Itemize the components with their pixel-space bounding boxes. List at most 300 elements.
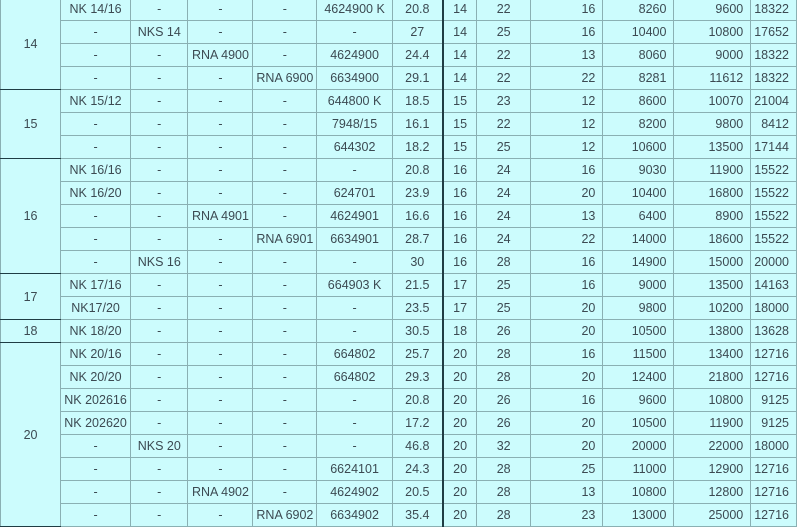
stat-load-cell: 10200 xyxy=(674,297,751,320)
rna-6-cell: - xyxy=(253,136,317,159)
rna-cell: - xyxy=(188,159,253,182)
fw-cell: 17 xyxy=(443,297,477,320)
weight-cell: 16.6 xyxy=(392,205,443,228)
dyn-load-cell: 13000 xyxy=(603,504,674,527)
rna-6-cell: - xyxy=(253,205,317,228)
stat-load-cell: 18600 xyxy=(674,228,751,251)
inner-ring-cell: 644800 K xyxy=(317,90,392,113)
table-row xyxy=(1,90,797,113)
bw-cell: 16 xyxy=(530,343,602,366)
nks-cell: - xyxy=(131,297,188,320)
bw-cell: 12 xyxy=(530,90,602,113)
nks-cell: - xyxy=(131,90,188,113)
inner-ring-cell: - xyxy=(317,297,392,320)
inner-ring-cell: 664802 xyxy=(317,366,392,389)
rna-cell: - xyxy=(188,435,253,458)
fw-cell: 20 xyxy=(443,412,477,435)
table-body xyxy=(1,0,797,527)
table-row xyxy=(1,67,797,90)
nk-cell: NK 20/16 xyxy=(61,343,131,366)
fw-cell: 20 xyxy=(443,435,477,458)
dyn-load-cell: 10500 xyxy=(603,412,674,435)
nk-cell: NK 20/20 xyxy=(61,366,131,389)
rna-6-cell: - xyxy=(253,21,317,44)
inner-ring-cell: 6624101 xyxy=(317,458,392,481)
speed-cell: 20000 xyxy=(751,251,797,274)
rna-cell: - xyxy=(188,136,253,159)
nks-cell: - xyxy=(131,205,188,228)
table-row xyxy=(1,182,797,205)
stat-load-cell: 13500 xyxy=(674,136,751,159)
fw-cell: 14 xyxy=(443,67,477,90)
bw-cell: 13 xyxy=(530,44,602,67)
nks-cell: - xyxy=(131,182,188,205)
ew-cell: 28 xyxy=(477,366,531,389)
bw-cell: 20 xyxy=(530,297,602,320)
table-row xyxy=(1,0,797,21)
stat-load-cell: 21800 xyxy=(674,366,751,389)
rna-6-cell: - xyxy=(253,274,317,297)
rna-6-cell: - xyxy=(253,435,317,458)
bw-cell: 20 xyxy=(530,435,602,458)
inner-ring-cell: 6634901 xyxy=(317,228,392,251)
nk-cell: NK 17/16 xyxy=(61,274,131,297)
rna-6-cell: - xyxy=(253,343,317,366)
dyn-load-cell: 9800 xyxy=(603,297,674,320)
fw-cell: 15 xyxy=(443,136,477,159)
stat-load-cell: 11900 xyxy=(674,412,751,435)
nks-cell: - xyxy=(131,458,188,481)
ew-cell: 22 xyxy=(477,44,531,67)
fw-cell: 20 xyxy=(443,389,477,412)
speed-cell: 17652 xyxy=(751,21,797,44)
weight-cell: 24.4 xyxy=(392,44,443,67)
ew-cell: 25 xyxy=(477,21,531,44)
stat-load-cell: 11612 xyxy=(674,67,751,90)
dyn-load-cell: 8600 xyxy=(603,90,674,113)
nks-cell: NKS 14 xyxy=(131,21,188,44)
nks-cell: - xyxy=(131,274,188,297)
table-row xyxy=(1,228,797,251)
nks-cell: - xyxy=(131,159,188,182)
dyn-load-cell: 8200 xyxy=(603,113,674,136)
rna-6-cell: - xyxy=(253,44,317,67)
nk-cell: NK17/20 xyxy=(61,297,131,320)
rna-6-cell: - xyxy=(253,481,317,504)
weight-cell: 30 xyxy=(392,251,443,274)
bw-cell: 25 xyxy=(530,458,602,481)
ew-cell: 24 xyxy=(477,159,531,182)
nks-cell: NKS 16 xyxy=(131,251,188,274)
bw-cell: 13 xyxy=(530,205,602,228)
rna-cell: - xyxy=(188,343,253,366)
table-row xyxy=(1,136,797,159)
table-row xyxy=(1,504,797,527)
inner-ring-cell: - xyxy=(317,159,392,182)
dyn-load-cell: 11000 xyxy=(603,458,674,481)
table-row xyxy=(1,297,797,320)
bw-cell: 16 xyxy=(530,251,602,274)
inner-ring-cell: 4624900 xyxy=(317,44,392,67)
inner-ring-cell: 6634902 xyxy=(317,504,392,527)
inner-ring-cell: 624701 xyxy=(317,182,392,205)
weight-cell: 23.5 xyxy=(392,297,443,320)
rna-cell: - xyxy=(188,274,253,297)
fw-cell: 17 xyxy=(443,274,477,297)
inner-ring-cell: - xyxy=(317,412,392,435)
rna-cell: - xyxy=(188,113,253,136)
ew-cell: 22 xyxy=(477,113,531,136)
dyn-load-cell: 14000 xyxy=(603,228,674,251)
fw-cell: 20 xyxy=(443,481,477,504)
weight-cell: 20.5 xyxy=(392,481,443,504)
rna-6-cell: - xyxy=(253,251,317,274)
speed-cell: 15522 xyxy=(751,182,797,205)
inner-ring-cell: - xyxy=(317,435,392,458)
nks-cell: - xyxy=(131,481,188,504)
inner-ring-cell: 4624901 xyxy=(317,205,392,228)
table-row xyxy=(1,435,797,458)
nk-cell: NK 202620 xyxy=(61,412,131,435)
table-row xyxy=(1,366,797,389)
bw-cell: 16 xyxy=(530,0,602,21)
rna-6-cell: RNA 6901 xyxy=(253,228,317,251)
rna-6-cell: - xyxy=(253,389,317,412)
speed-cell: 21004 xyxy=(751,90,797,113)
dyn-load-cell: 9000 xyxy=(603,274,674,297)
rna-6-cell: - xyxy=(253,297,317,320)
fw-cell: 14 xyxy=(443,44,477,67)
ew-cell: 24 xyxy=(477,228,531,251)
nk-cell: - xyxy=(61,44,131,67)
rna-6-cell: - xyxy=(253,182,317,205)
dyn-load-cell: 14900 xyxy=(603,251,674,274)
fw-cell: 15 xyxy=(443,90,477,113)
fw-cell: 16 xyxy=(443,205,477,228)
ew-cell: 26 xyxy=(477,320,531,343)
rna-cell: - xyxy=(188,251,253,274)
weight-cell: 25.7 xyxy=(392,343,443,366)
weight-cell: 29.3 xyxy=(392,366,443,389)
nk-cell: - xyxy=(61,251,131,274)
inner-ring-cell: - xyxy=(317,389,392,412)
nk-cell: - xyxy=(61,481,131,504)
ew-cell: 28 xyxy=(477,458,531,481)
nk-cell: - xyxy=(61,435,131,458)
dyn-load-cell: 10500 xyxy=(603,320,674,343)
speed-cell: 18000 xyxy=(751,297,797,320)
dyn-load-cell: 6400 xyxy=(603,205,674,228)
rna-cell: - xyxy=(188,320,253,343)
fw-cell: 16 xyxy=(443,159,477,182)
inner-ring-cell: - xyxy=(317,21,392,44)
bw-cell: 13 xyxy=(530,481,602,504)
rna-6-cell: - xyxy=(253,113,317,136)
stat-load-cell: 13500 xyxy=(674,274,751,297)
speed-cell: 13628 xyxy=(751,320,797,343)
speed-cell: 8412 xyxy=(751,113,797,136)
fw-cell: 16 xyxy=(443,251,477,274)
table-row xyxy=(1,205,797,228)
speed-cell: 15522 xyxy=(751,159,797,182)
nks-cell: - xyxy=(131,389,188,412)
weight-cell: 18.5 xyxy=(392,90,443,113)
dyn-load-cell: 10800 xyxy=(603,481,674,504)
ew-cell: 26 xyxy=(477,389,531,412)
fw-cell: 20 xyxy=(443,343,477,366)
table-row xyxy=(1,274,797,297)
table-row xyxy=(1,481,797,504)
inner-ring-cell: 6634900 xyxy=(317,67,392,90)
dyn-load-cell: 12400 xyxy=(603,366,674,389)
rna-cell: - xyxy=(188,90,253,113)
speed-cell: 12716 xyxy=(751,504,797,527)
stat-load-cell: 13400 xyxy=(674,343,751,366)
weight-cell: 20.8 xyxy=(392,0,443,21)
dyn-load-cell: 9030 xyxy=(603,159,674,182)
ew-cell: 25 xyxy=(477,274,531,297)
speed-cell: 12716 xyxy=(751,481,797,504)
rna-cell: - xyxy=(188,0,253,21)
ew-cell: 32 xyxy=(477,435,531,458)
rna-6-cell: - xyxy=(253,458,317,481)
speed-cell: 12716 xyxy=(751,366,797,389)
table-row xyxy=(1,458,797,481)
size-cell: 20 xyxy=(1,343,61,527)
dyn-load-cell: 8281 xyxy=(603,67,674,90)
fw-cell: 20 xyxy=(443,458,477,481)
dyn-load-cell: 10400 xyxy=(603,182,674,205)
ew-cell: 25 xyxy=(477,297,531,320)
dyn-load-cell: 9600 xyxy=(603,389,674,412)
dyn-load-cell: 10600 xyxy=(603,136,674,159)
rna-cell: - xyxy=(188,366,253,389)
ew-cell: 24 xyxy=(477,205,531,228)
stat-load-cell: 10800 xyxy=(674,389,751,412)
ew-cell: 25 xyxy=(477,136,531,159)
weight-cell: 21.5 xyxy=(392,274,443,297)
bw-cell: 16 xyxy=(530,389,602,412)
nks-cell: - xyxy=(131,67,188,90)
fw-cell: 20 xyxy=(443,366,477,389)
nk-cell: NK 16/16 xyxy=(61,159,131,182)
nks-cell: - xyxy=(131,228,188,251)
speed-cell: 9125 xyxy=(751,389,797,412)
nks-cell: NKS 20 xyxy=(131,435,188,458)
nks-cell: - xyxy=(131,136,188,159)
dyn-load-cell: 20000 xyxy=(603,435,674,458)
nk-cell: - xyxy=(61,136,131,159)
weight-cell: 16.1 xyxy=(392,113,443,136)
size-cell: 17 xyxy=(1,274,61,320)
table-row xyxy=(1,251,797,274)
fw-cell: 20 xyxy=(443,504,477,527)
nk-cell: - xyxy=(61,228,131,251)
speed-cell: 9125 xyxy=(751,412,797,435)
stat-load-cell: 9800 xyxy=(674,113,751,136)
nk-cell: - xyxy=(61,458,131,481)
table-row xyxy=(1,21,797,44)
weight-cell: 20.8 xyxy=(392,389,443,412)
table-row xyxy=(1,389,797,412)
rna-6-cell: RNA 6900 xyxy=(253,67,317,90)
stat-load-cell: 11900 xyxy=(674,159,751,182)
dyn-load-cell: 8260 xyxy=(603,0,674,21)
weight-cell: 35.4 xyxy=(392,504,443,527)
stat-load-cell: 12900 xyxy=(674,458,751,481)
inner-ring-cell: 664802 xyxy=(317,343,392,366)
weight-cell: 17.2 xyxy=(392,412,443,435)
ew-cell: 23 xyxy=(477,90,531,113)
stat-load-cell: 25000 xyxy=(674,504,751,527)
nk-cell: NK 14/16 xyxy=(61,0,131,21)
dyn-load-cell: 11500 xyxy=(603,343,674,366)
rna-6-cell: - xyxy=(253,90,317,113)
speed-cell: 12716 xyxy=(751,343,797,366)
speed-cell: 18322 xyxy=(751,0,797,21)
nk-cell: - xyxy=(61,205,131,228)
ew-cell: 28 xyxy=(477,343,531,366)
rna-6-cell: RNA 6902 xyxy=(253,504,317,527)
table-row xyxy=(1,159,797,182)
weight-cell: 20.8 xyxy=(392,159,443,182)
rna-cell: - xyxy=(188,228,253,251)
weight-cell: 28.7 xyxy=(392,228,443,251)
weight-cell: 46.8 xyxy=(392,435,443,458)
bw-cell: 20 xyxy=(530,412,602,435)
fw-cell: 18 xyxy=(443,320,477,343)
fw-cell: 15 xyxy=(443,113,477,136)
nks-cell: - xyxy=(131,0,188,21)
rna-6-cell: - xyxy=(253,159,317,182)
bw-cell: 23 xyxy=(530,504,602,527)
rna-cell: - xyxy=(188,412,253,435)
fw-cell: 14 xyxy=(443,21,477,44)
weight-cell: 30.5 xyxy=(392,320,443,343)
rna-cell: - xyxy=(188,458,253,481)
bw-cell: 16 xyxy=(530,159,602,182)
fw-cell: 14 xyxy=(443,0,477,21)
rna-cell: - xyxy=(188,21,253,44)
nks-cell: - xyxy=(131,504,188,527)
stat-load-cell: 8900 xyxy=(674,205,751,228)
speed-cell: 12716 xyxy=(751,458,797,481)
nks-cell: - xyxy=(131,113,188,136)
inner-ring-cell: 4624902 xyxy=(317,481,392,504)
dyn-load-cell: 10400 xyxy=(603,21,674,44)
nks-cell: - xyxy=(131,412,188,435)
bw-cell: 12 xyxy=(530,136,602,159)
stat-load-cell: 12800 xyxy=(674,481,751,504)
fw-cell: 16 xyxy=(443,228,477,251)
nk-cell: NK 15/12 xyxy=(61,90,131,113)
rna-cell: - xyxy=(188,504,253,527)
weight-cell: 24.3 xyxy=(392,458,443,481)
rna-cell: RNA 4900 xyxy=(188,44,253,67)
nks-cell: - xyxy=(131,343,188,366)
bw-cell: 16 xyxy=(530,21,602,44)
inner-ring-cell: - xyxy=(317,251,392,274)
ew-cell: 22 xyxy=(477,0,531,21)
bw-cell: 16 xyxy=(530,274,602,297)
rna-cell: RNA 4902 xyxy=(188,481,253,504)
speed-cell: 15522 xyxy=(751,228,797,251)
rna-cell: - xyxy=(188,182,253,205)
bw-cell: 20 xyxy=(530,182,602,205)
inner-ring-cell: 644302 xyxy=(317,136,392,159)
size-cell: 18 xyxy=(1,320,61,343)
size-cell: 15 xyxy=(1,90,61,159)
ew-cell: 26 xyxy=(477,412,531,435)
speed-cell: 17144 xyxy=(751,136,797,159)
nk-cell: NK 16/20 xyxy=(61,182,131,205)
nks-cell: - xyxy=(131,44,188,67)
table-row xyxy=(1,44,797,67)
bw-cell: 20 xyxy=(530,320,602,343)
ew-cell: 28 xyxy=(477,251,531,274)
nk-cell: - xyxy=(61,67,131,90)
table-row xyxy=(1,412,797,435)
weight-cell: 18.2 xyxy=(392,136,443,159)
rna-6-cell: - xyxy=(253,0,317,21)
nk-cell: - xyxy=(61,504,131,527)
rna-cell: - xyxy=(188,67,253,90)
weight-cell: 27 xyxy=(392,21,443,44)
table-row xyxy=(1,320,797,343)
bw-cell: 22 xyxy=(530,67,602,90)
nk-cell: - xyxy=(61,113,131,136)
weight-cell: 23.9 xyxy=(392,182,443,205)
ew-cell: 28 xyxy=(477,504,531,527)
inner-ring-cell: - xyxy=(317,320,392,343)
speed-cell: 18000 xyxy=(751,435,797,458)
fw-cell: 16 xyxy=(443,182,477,205)
table-row xyxy=(1,113,797,136)
inner-ring-cell: 4624900 K xyxy=(317,0,392,21)
rna-6-cell: - xyxy=(253,412,317,435)
nk-cell: - xyxy=(61,21,131,44)
nk-cell: NK 202616 xyxy=(61,389,131,412)
weight-cell: 29.1 xyxy=(392,67,443,90)
rna-cell: - xyxy=(188,389,253,412)
ew-cell: 28 xyxy=(477,481,531,504)
rna-6-cell: - xyxy=(253,366,317,389)
stat-load-cell: 22000 xyxy=(674,435,751,458)
size-cell: 14 xyxy=(1,0,61,90)
speed-cell: 15522 xyxy=(751,205,797,228)
bw-cell: 22 xyxy=(530,228,602,251)
nks-cell: - xyxy=(131,366,188,389)
stat-load-cell: 9600 xyxy=(674,0,751,21)
speed-cell: 14163 xyxy=(751,274,797,297)
bw-cell: 20 xyxy=(530,366,602,389)
rna-6-cell: - xyxy=(253,320,317,343)
stat-load-cell: 13800 xyxy=(674,320,751,343)
stat-load-cell: 16800 xyxy=(674,182,751,205)
dyn-load-cell: 8060 xyxy=(603,44,674,67)
table-row xyxy=(1,343,797,366)
ew-cell: 24 xyxy=(477,182,531,205)
nks-cell: - xyxy=(131,320,188,343)
ew-cell: 22 xyxy=(477,67,531,90)
bw-cell: 12 xyxy=(530,113,602,136)
inner-ring-cell: 664903 K xyxy=(317,274,392,297)
inner-ring-cell: 7948/15 xyxy=(317,113,392,136)
speed-cell: 18322 xyxy=(751,44,797,67)
speed-cell: 18322 xyxy=(751,67,797,90)
stat-load-cell: 9000 xyxy=(674,44,751,67)
stat-load-cell: 15000 xyxy=(674,251,751,274)
